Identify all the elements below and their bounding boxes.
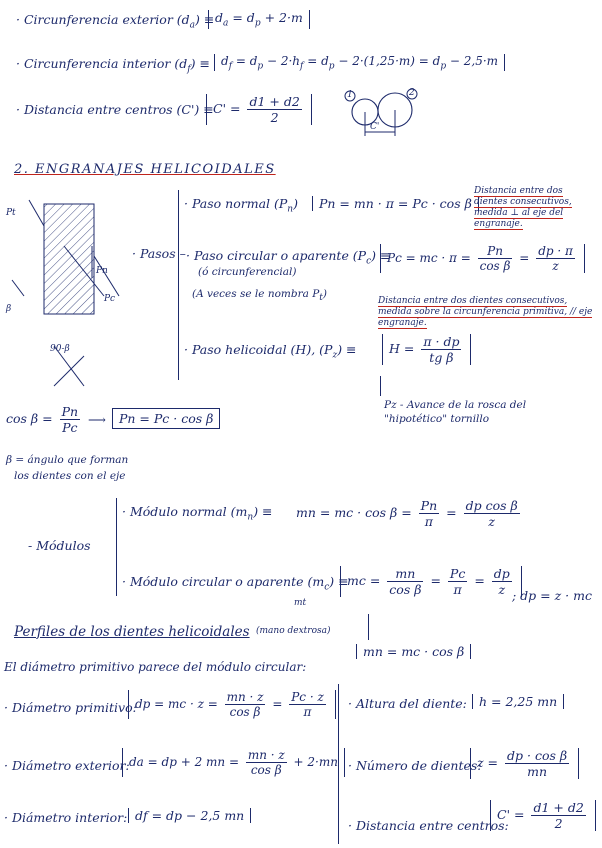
- tooth-count-den: mn: [527, 764, 548, 779]
- cos-beta-box: Pn = Pc · cos β: [112, 408, 220, 429]
- circular-pitch-f1-num: Pn: [478, 244, 513, 259]
- int-label-sub: f: [187, 64, 191, 75]
- helical-pitch-label: [184, 342, 357, 361]
- circular-module-f1-den: cos β: [389, 582, 422, 597]
- circular-pitch-label3-end: ): [322, 288, 328, 300]
- circular-module-sub: c: [324, 582, 330, 593]
- helical-pitch-den: tg β: [429, 350, 454, 365]
- mt-note-2: (mano dextrosa): [256, 626, 331, 636]
- mt-note: mt: [294, 598, 307, 608]
- normal-pitch-text: · Paso normal (P: [184, 196, 288, 211]
- beta-note-1: β = ángulo que forman: [6, 454, 129, 466]
- helical-pitch-fraction: [421, 334, 461, 365]
- tooth-height-label: · Altura del diente:: [348, 696, 467, 711]
- circular-module-extra: ; dp = z · mc: [512, 588, 592, 603]
- ext-formula-rest: = d: [228, 10, 255, 25]
- ext-circumference-label: [16, 12, 214, 31]
- int-circumference-label: [16, 56, 210, 75]
- circular-module-lhs: mc =: [347, 573, 381, 588]
- circular-pitch-note: [378, 296, 598, 329]
- inner-diameter-label: · Diámetro interior:: [4, 810, 128, 825]
- circular-module-f1: [387, 566, 423, 597]
- gear-c-label: C': [370, 122, 380, 132]
- tooth-count-label: · Número de dientes:: [348, 758, 482, 773]
- ext-label-sub: a: [189, 20, 196, 31]
- fig-pn-label: Pn: [96, 266, 108, 276]
- int-formula-rest5: − 2,5·m: [446, 54, 499, 68]
- normal-pitch-note-text: Distancia entre dos dientes consecutivos, medida ⊥ al eje del engranaje.: [474, 186, 572, 229]
- primitive-diameter-f2-num: Pc · z: [291, 690, 324, 704]
- fig-beta-label: β: [6, 304, 12, 314]
- cos-beta-den: Pc: [62, 420, 78, 435]
- beta-note-2: los dientes con el eje: [14, 470, 126, 482]
- ext-formula-box: $d_a = d_p + 2\cdot m$: [208, 10, 310, 29]
- pasos-label: · Pasos –: [132, 246, 186, 261]
- tooth-count-lhs: z =: [477, 755, 499, 770]
- primitive-diameter-eq: =: [272, 697, 283, 711]
- primitive-diameter-f2-den: π: [303, 705, 312, 719]
- normal-module-formula: [296, 498, 523, 529]
- normal-module-sub: n: [247, 512, 254, 523]
- normal-module-end: ) ≡: [253, 504, 273, 519]
- normal-module-f1: [419, 498, 439, 529]
- center-distance-2-label: · Distancia entre centros:: [348, 818, 509, 833]
- circular-module-eq: =: [430, 573, 441, 588]
- ext-label-text: · Circunferencia exterior (d: [16, 12, 190, 27]
- circular-module-f3-num: dp: [493, 566, 510, 581]
- center-distance-num: d1 + d2: [249, 94, 300, 109]
- ext-label-end: ) ≡: [195, 12, 215, 27]
- ext-formula-d: d: [215, 10, 224, 25]
- normal-module-text: · Módulo normal (m: [122, 504, 248, 519]
- perfiles-divider: [338, 684, 339, 844]
- modulos-bracket: [116, 498, 117, 596]
- circular-module-f2-den: π: [453, 582, 462, 597]
- gear-2-label: 2: [409, 88, 415, 98]
- normal-pitch-end: ): [293, 196, 298, 211]
- circular-module-f2-num: Pc: [449, 566, 466, 581]
- outer-diameter-lhs: da = dp + 2 mn =: [129, 755, 239, 769]
- center-distance-lhs: C' =: [213, 101, 241, 116]
- circular-pitch-f1: [478, 244, 513, 273]
- normal-module-eq2: =: [446, 505, 457, 520]
- perfiles-intro: El diámetro primitivo parece del módulo circular:: [4, 660, 307, 674]
- circular-module-box: [340, 566, 522, 597]
- arrow-icon: ⟶: [88, 412, 106, 427]
- circular-pitch-box: [380, 244, 585, 273]
- circular-pitch-f2-den: z: [552, 259, 559, 273]
- normal-module-f2: [464, 498, 520, 529]
- cos-beta-lhs: cos β =: [6, 411, 53, 426]
- pasos-bracket: [178, 190, 179, 380]
- helical-pitch-lhs: H =: [389, 341, 415, 356]
- circular-module-label: [122, 574, 349, 593]
- int-formula-box: $d_f = d_p - 2\cdot h_f = d_p - 2\cdot(1,25\cdot m) = d_p - 2,5\cdot m$: [214, 54, 505, 71]
- mn-arrow: [368, 614, 369, 640]
- primitive-diameter-lhs: dp = mc · z =: [135, 697, 218, 711]
- ext-formula-rest2: + 2·m: [260, 10, 303, 25]
- circular-pitch-f2-num: dp · π: [538, 244, 573, 258]
- outer-diameter-num: mn · z: [247, 748, 285, 762]
- outer-diameter-rhs: + 2·mn: [293, 755, 338, 769]
- cos-beta-num: Pn: [61, 404, 79, 419]
- helical-pitch-num: π · dp: [423, 334, 460, 349]
- normal-pitch-sub: n: [287, 204, 294, 215]
- outer-diameter-label: · Diámetro exterior:: [4, 758, 130, 773]
- int-label-end: ) ≡: [190, 56, 210, 71]
- normal-module-f2-num: dp cos β: [465, 498, 518, 513]
- circular-module-f3-den: z: [498, 582, 506, 597]
- tooth-count-fraction: [505, 748, 569, 779]
- center-distance-2-num: d1 + d2: [533, 800, 584, 815]
- outer-diameter-box: [122, 748, 345, 777]
- circular-pitch-end: ) ≡: [371, 248, 391, 263]
- helical-pitch-sub: z: [332, 350, 338, 361]
- section-title-helical-gears: 2. ENGRANAJES HELICOIDALES: [14, 162, 276, 177]
- circular-module-end: ) ≡: [329, 574, 349, 589]
- normal-module-eq: mn = mc · cos β =: [296, 505, 412, 520]
- helical-pitch-note: Pz - Avance de la rosca del "hipotético" tornillo: [384, 399, 527, 425]
- tooth-count-num: dp · cos β: [507, 748, 568, 763]
- circular-module-eq2: =: [474, 573, 485, 588]
- fig-90b-label: 90-β: [50, 344, 70, 354]
- center-distance-2-den: 2: [554, 816, 563, 831]
- circular-pitch-note-text: Distancia entre dos dientes consecutivos, medida sobre la circunferencia primitiva, // eje engranaje.: [378, 296, 593, 328]
- outer-diameter-fraction: [246, 748, 287, 777]
- primitive-diameter-f2: [289, 690, 326, 719]
- circular-pitch-text: · Paso circular o aparente (P: [186, 248, 367, 263]
- center-distance-2-fraction: [531, 800, 585, 831]
- primitive-diameter-f1-den: cos β: [229, 705, 261, 719]
- primitive-diameter-f1: [225, 690, 266, 719]
- mn-box: mn = mc · cos β: [356, 644, 471, 659]
- cos-beta-fraction: [60, 404, 80, 435]
- circular-module-f2: [448, 566, 467, 597]
- normal-module-f1-num: Pn: [420, 498, 438, 513]
- fig-pt-label: Pt: [6, 208, 16, 218]
- circular-pitch-f2: [536, 244, 575, 273]
- cos-beta-ratio: [6, 404, 83, 435]
- normal-module-label: [122, 504, 273, 523]
- normal-module-f1-den: π: [424, 514, 434, 529]
- int-formula-d: d: [221, 54, 229, 68]
- circular-pitch-label3-sub: t: [319, 293, 323, 304]
- normal-pitch-note: [474, 186, 598, 230]
- helical-pitch-box: [382, 334, 471, 365]
- circular-pitch-label3-text: (A veces se le nombra P: [192, 288, 320, 300]
- outer-diameter-den: cos β: [250, 763, 282, 777]
- center-distance-label: · Distancia entre centros (C') ≡: [16, 102, 214, 117]
- tooth-count-box: [470, 748, 579, 779]
- primitive-diameter-label: · Diámetro primitivo:: [4, 700, 137, 715]
- int-formula-rest3: = d: [303, 54, 329, 68]
- perfiles-title: Perfiles de los dientes helicoidales: [14, 624, 250, 640]
- circular-module-f1-num: mn: [387, 566, 423, 582]
- primitive-diameter-box: [128, 690, 336, 719]
- circular-pitch-eq: =: [519, 251, 530, 265]
- circular-module-text: · Módulo circular o aparente (m: [122, 574, 325, 589]
- normal-module-f2-den: z: [488, 514, 495, 529]
- tooth-height-box: h = 2,25 mn: [472, 694, 564, 709]
- circular-module-f3: [492, 566, 512, 597]
- circular-pitch-label: [186, 248, 390, 267]
- inner-diameter-box: df = dp − 2,5 mn: [128, 808, 251, 823]
- circular-pitch-lhs: Pc = mc · π =: [387, 251, 471, 265]
- gear-1-label: 1: [347, 90, 353, 100]
- center-distance-box: [206, 94, 312, 125]
- helical-pitch-arrow: [380, 376, 381, 396]
- circular-pitch-sub: c: [366, 256, 372, 267]
- center-distance-2-lhs: C' =: [497, 807, 525, 822]
- circular-pitch-label3: [192, 288, 327, 303]
- circular-pitch-f1-den: cos β: [479, 259, 511, 273]
- circular-pitch-label2: (ó circunferencial): [198, 266, 297, 278]
- helical-pitch-text: · Paso helicoidal (H), (P: [184, 342, 333, 357]
- center-distance-2-box: [490, 800, 596, 831]
- int-label-text: · Circunferencia interior (d: [16, 56, 188, 71]
- modulos-title: - Módulos: [28, 538, 91, 553]
- primitive-diameter-f1-num: mn · z: [226, 690, 264, 704]
- int-formula-rest2: − 2·h: [263, 54, 301, 68]
- gears-sketch-icon: [340, 86, 430, 142]
- center-distance-fraction: [247, 94, 301, 125]
- int-formula-rest4: − 2·(1,25·m) = d: [334, 54, 441, 68]
- normal-pitch-box: Pn = mn · π = Pc · cos β: [312, 196, 479, 211]
- center-distance-den: 2: [270, 110, 279, 125]
- fig-pc-label: Pc: [104, 294, 116, 304]
- int-formula-rest: = d: [232, 54, 258, 68]
- helical-pitch-end: ) ≡: [337, 342, 357, 357]
- normal-pitch-label: [184, 196, 298, 215]
